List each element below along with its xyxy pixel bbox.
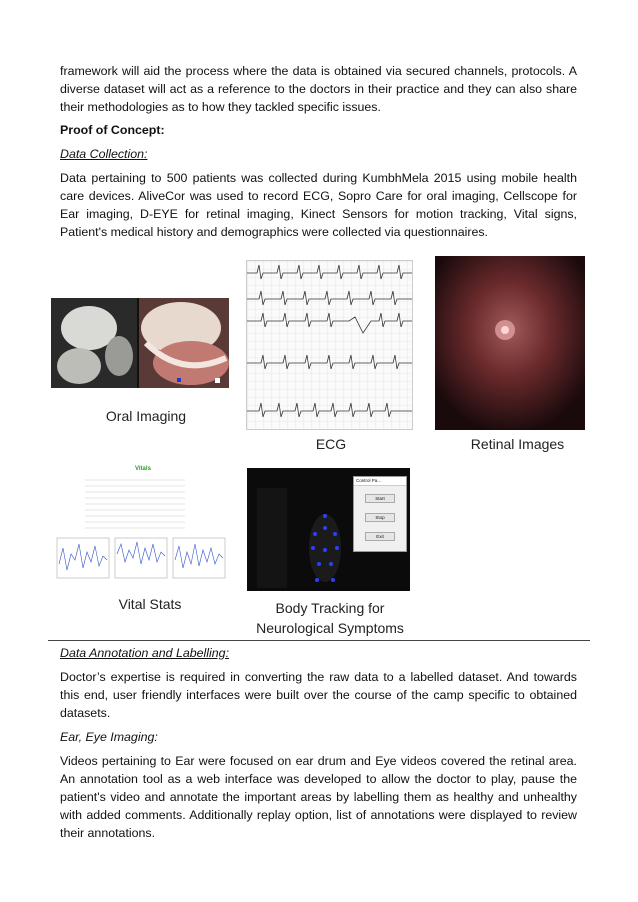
body-tracking-caption-line1: Body Tracking for [275, 600, 385, 616]
ear-eye-heading: Ear, Eye Imaging: [60, 730, 158, 744]
ear-eye-paragraph: Videos pertaining to Ear were focused on ear drum and Eye videos covered the retinal area. An annotation tool as a web interface was developed to allow the doctor to play, pause the patient's video and annotate the important areas by labelling them as healthy and unhealthy with added comments. Additionally replay option, list of annotations were displayed to review their annotations. [60, 754, 577, 840]
intro-paragraph: framework will aid the process where the data is obtained via secured channels, protocols. A diverse dataset will act as a reference to the doctors in their practice and they can also share their methodologies as to how they tackled specific issues. [60, 64, 577, 114]
ecg-chart [247, 261, 412, 429]
exit-button[interactable]: Exit [365, 532, 395, 541]
body-tracking-figure [247, 468, 410, 591]
body-tracking-caption [240, 598, 420, 638]
section-divider [48, 640, 590, 641]
control-panel-title: Control Pa... [354, 477, 406, 486]
proof-of-concept-heading: Proof of Concept: [60, 123, 165, 137]
control-panel-window [353, 476, 407, 552]
vital-stats-charts [55, 464, 240, 584]
stop-button[interactable]: Stop [365, 513, 395, 522]
vital-stats-figure [55, 464, 240, 584]
start-button[interactable]: Start [365, 494, 395, 503]
annotation-paragraph: Doctor’s expertise is required in converting the raw data to a labelled dataset. And towards this end, user friendly interfaces were built over the course of the camp specific to obtained datasets. [60, 670, 577, 720]
retinal-caption: Retinal Images [470, 436, 565, 452]
data-collection-paragraph: Data pertaining to 500 patients was collected during KumbhMela 2015 using mobile health care devices. AliveCor was used to record ECG, Sopro Care for oral imaging, Cellscope for Ear imaging, D-EYE for retinal imaging, Kinect Sensors for motion tracking, Vital signs, Patient's medical history and demographics were collected via questionnaires. [60, 171, 577, 239]
vitals-title: Vitals [135, 466, 151, 472]
vital-stats-caption: Vital Stats [118, 596, 182, 612]
oral-imaging-figure [51, 298, 229, 388]
data-collection-heading: Data Collection: [60, 147, 148, 161]
ecg-caption: ECG [315, 436, 347, 452]
ecg-figure [246, 260, 413, 430]
retinal-image [435, 256, 585, 430]
oral-imaging-caption: Oral Imaging [105, 408, 187, 424]
annotation-heading: Data Annotation and Labelling: [60, 646, 230, 660]
body-tracking-caption-line2: Neurological Symptoms [256, 620, 404, 636]
retinal-figure [435, 256, 585, 430]
oral-imaging-image [51, 298, 229, 388]
